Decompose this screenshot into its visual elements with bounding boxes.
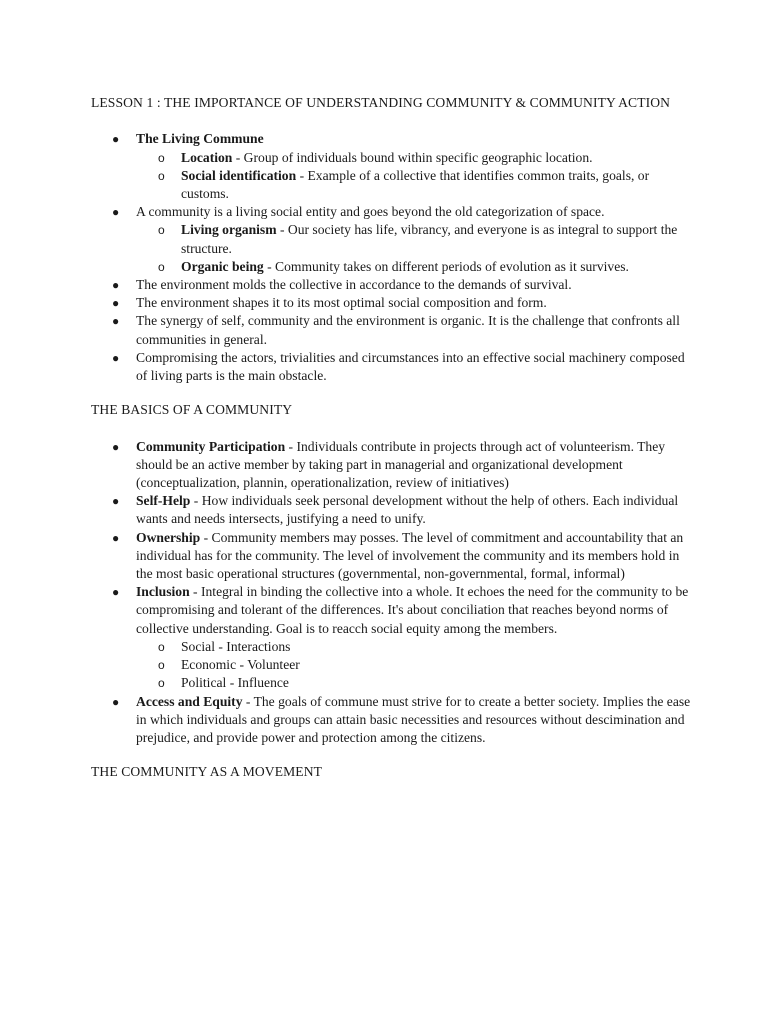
item-text: Social - Interactions <box>181 638 291 654</box>
item-text: - Example of a collective that identifies common traits, goals, or customs. <box>181 167 650 202</box>
bullet-icon: ● <box>112 494 120 509</box>
sub-list <box>136 149 691 204</box>
section-heading-movement: THE COMMUNITY AS A MOVEMENT <box>91 764 323 780</box>
list-item <box>91 438 691 493</box>
sub-bullet-icon: o <box>158 259 165 274</box>
bullet-icon: ● <box>112 314 120 329</box>
bullet-icon: ● <box>112 585 120 600</box>
item-text: - Our society has life, vibrancy, and everyone is as integral to support the structure. <box>181 222 678 256</box>
item-text: - Community takes on different periods of evolution as it survives. <box>263 258 629 274</box>
item-term: Ownership <box>136 529 201 545</box>
sub-list-item <box>136 167 691 203</box>
sub-bullet-icon: o <box>158 676 165 691</box>
item-text: - The goals of commune must strive for to create a better society. Implies the ease in which individuals and groups can attain basic necessities and resources without descimination and prejudice, and provide power and protection among the citizens. <box>136 693 691 745</box>
item-text: The synergy of self, community and the environment is organic. It is the challenge that confronts all communities in general. <box>136 313 680 347</box>
sub-list <box>136 221 691 276</box>
list-item <box>91 294 691 312</box>
bullet-icon: ● <box>112 132 120 147</box>
list-item <box>91 130 691 203</box>
item-text: The environment shapes it to its most optimal social composition and form. <box>136 295 547 311</box>
item-text: - Community members may posses. The level of commitment and accountability that an individual has for the community. The level of involvement the community and its members hold in the most basic operational structures (governmental, non-governmental, formal, informal) <box>136 529 684 582</box>
list-item <box>91 583 691 692</box>
item-text: - Individuals contribute in projects through act of volunteerism. They should be an active member by taking part in managerial and organizational development (conceptualization, plannin, operationalization, review of initiatives) <box>136 438 666 491</box>
sub-bullet-icon: o <box>158 223 165 238</box>
list-item <box>91 492 691 528</box>
document-page <box>91 94 691 782</box>
list-item <box>91 349 691 385</box>
sub-list-item <box>136 638 691 656</box>
item-term: Inclusion <box>136 584 190 600</box>
sub-bullet-icon: o <box>158 658 165 673</box>
sub-list <box>136 638 691 693</box>
section-heading-basics: THE BASICS OF A COMMUNITY <box>91 402 293 418</box>
list-item <box>91 276 691 294</box>
sub-list-item <box>136 674 691 692</box>
item-text: - How individuals seek personal development without the help of others. Each individual wants and needs intersects, justifying a need to unify. <box>136 493 679 527</box>
item-text: The environment molds the collective in accordance to the demands of survival. <box>136 277 572 293</box>
bullet-icon: ● <box>112 694 120 709</box>
bullet-icon: ● <box>112 296 120 311</box>
bullet-icon: ● <box>112 205 120 220</box>
item-term: Location <box>181 149 233 165</box>
item-term: The Living Commune <box>136 131 264 147</box>
sub-list-item <box>136 149 691 167</box>
sub-list-item <box>136 221 691 257</box>
item-text: - Integral in binding the collective into a whole. It echoes the need for the community to be compromising and tolerant of the differences. It's about conciliation that reaches beyond norms of collective understanding. Goal is to reacch social equity among the members. <box>136 584 689 636</box>
living-commune-list <box>91 130 691 385</box>
sub-list-item <box>136 258 691 276</box>
basics-list <box>91 438 691 747</box>
bullet-icon: ● <box>112 350 120 365</box>
sub-bullet-icon: o <box>158 150 165 165</box>
item-text: Political - Influence <box>181 675 289 691</box>
item-term: Organic being <box>181 258 264 274</box>
bullet-icon: ● <box>112 278 120 293</box>
list-item <box>91 203 691 276</box>
item-text: - Group of individuals bound within specific geographic location. <box>232 149 593 165</box>
lesson-title: LESSON 1 : THE IMPORTANCE OF UNDERSTANDING COMMUNITY & COMMUNITY ACTION <box>91 95 671 110</box>
list-item <box>91 693 691 748</box>
item-text: Compromising the actors, trivialities and circumstances into an effective social machinery composed of living parts is the main obstacle. <box>136 349 685 384</box>
item-term: Access and Equity <box>136 693 243 709</box>
bullet-icon: ● <box>112 530 120 545</box>
item-term: Living organism <box>181 222 277 238</box>
item-text: Economic - Volunteer <box>181 657 300 673</box>
list-item <box>91 529 691 584</box>
bullet-icon: ● <box>112 439 120 454</box>
sub-bullet-icon: o <box>158 639 165 654</box>
item-term: Community Participation <box>136 438 286 454</box>
sub-bullet-icon: o <box>158 168 165 183</box>
item-text: A community is a living social entity and goes beyond the old categorization of space. <box>136 204 605 220</box>
sub-list-item <box>136 656 691 674</box>
list-item <box>91 312 691 348</box>
item-term: Self-Help <box>136 493 191 509</box>
item-term: Social identification <box>181 167 297 183</box>
